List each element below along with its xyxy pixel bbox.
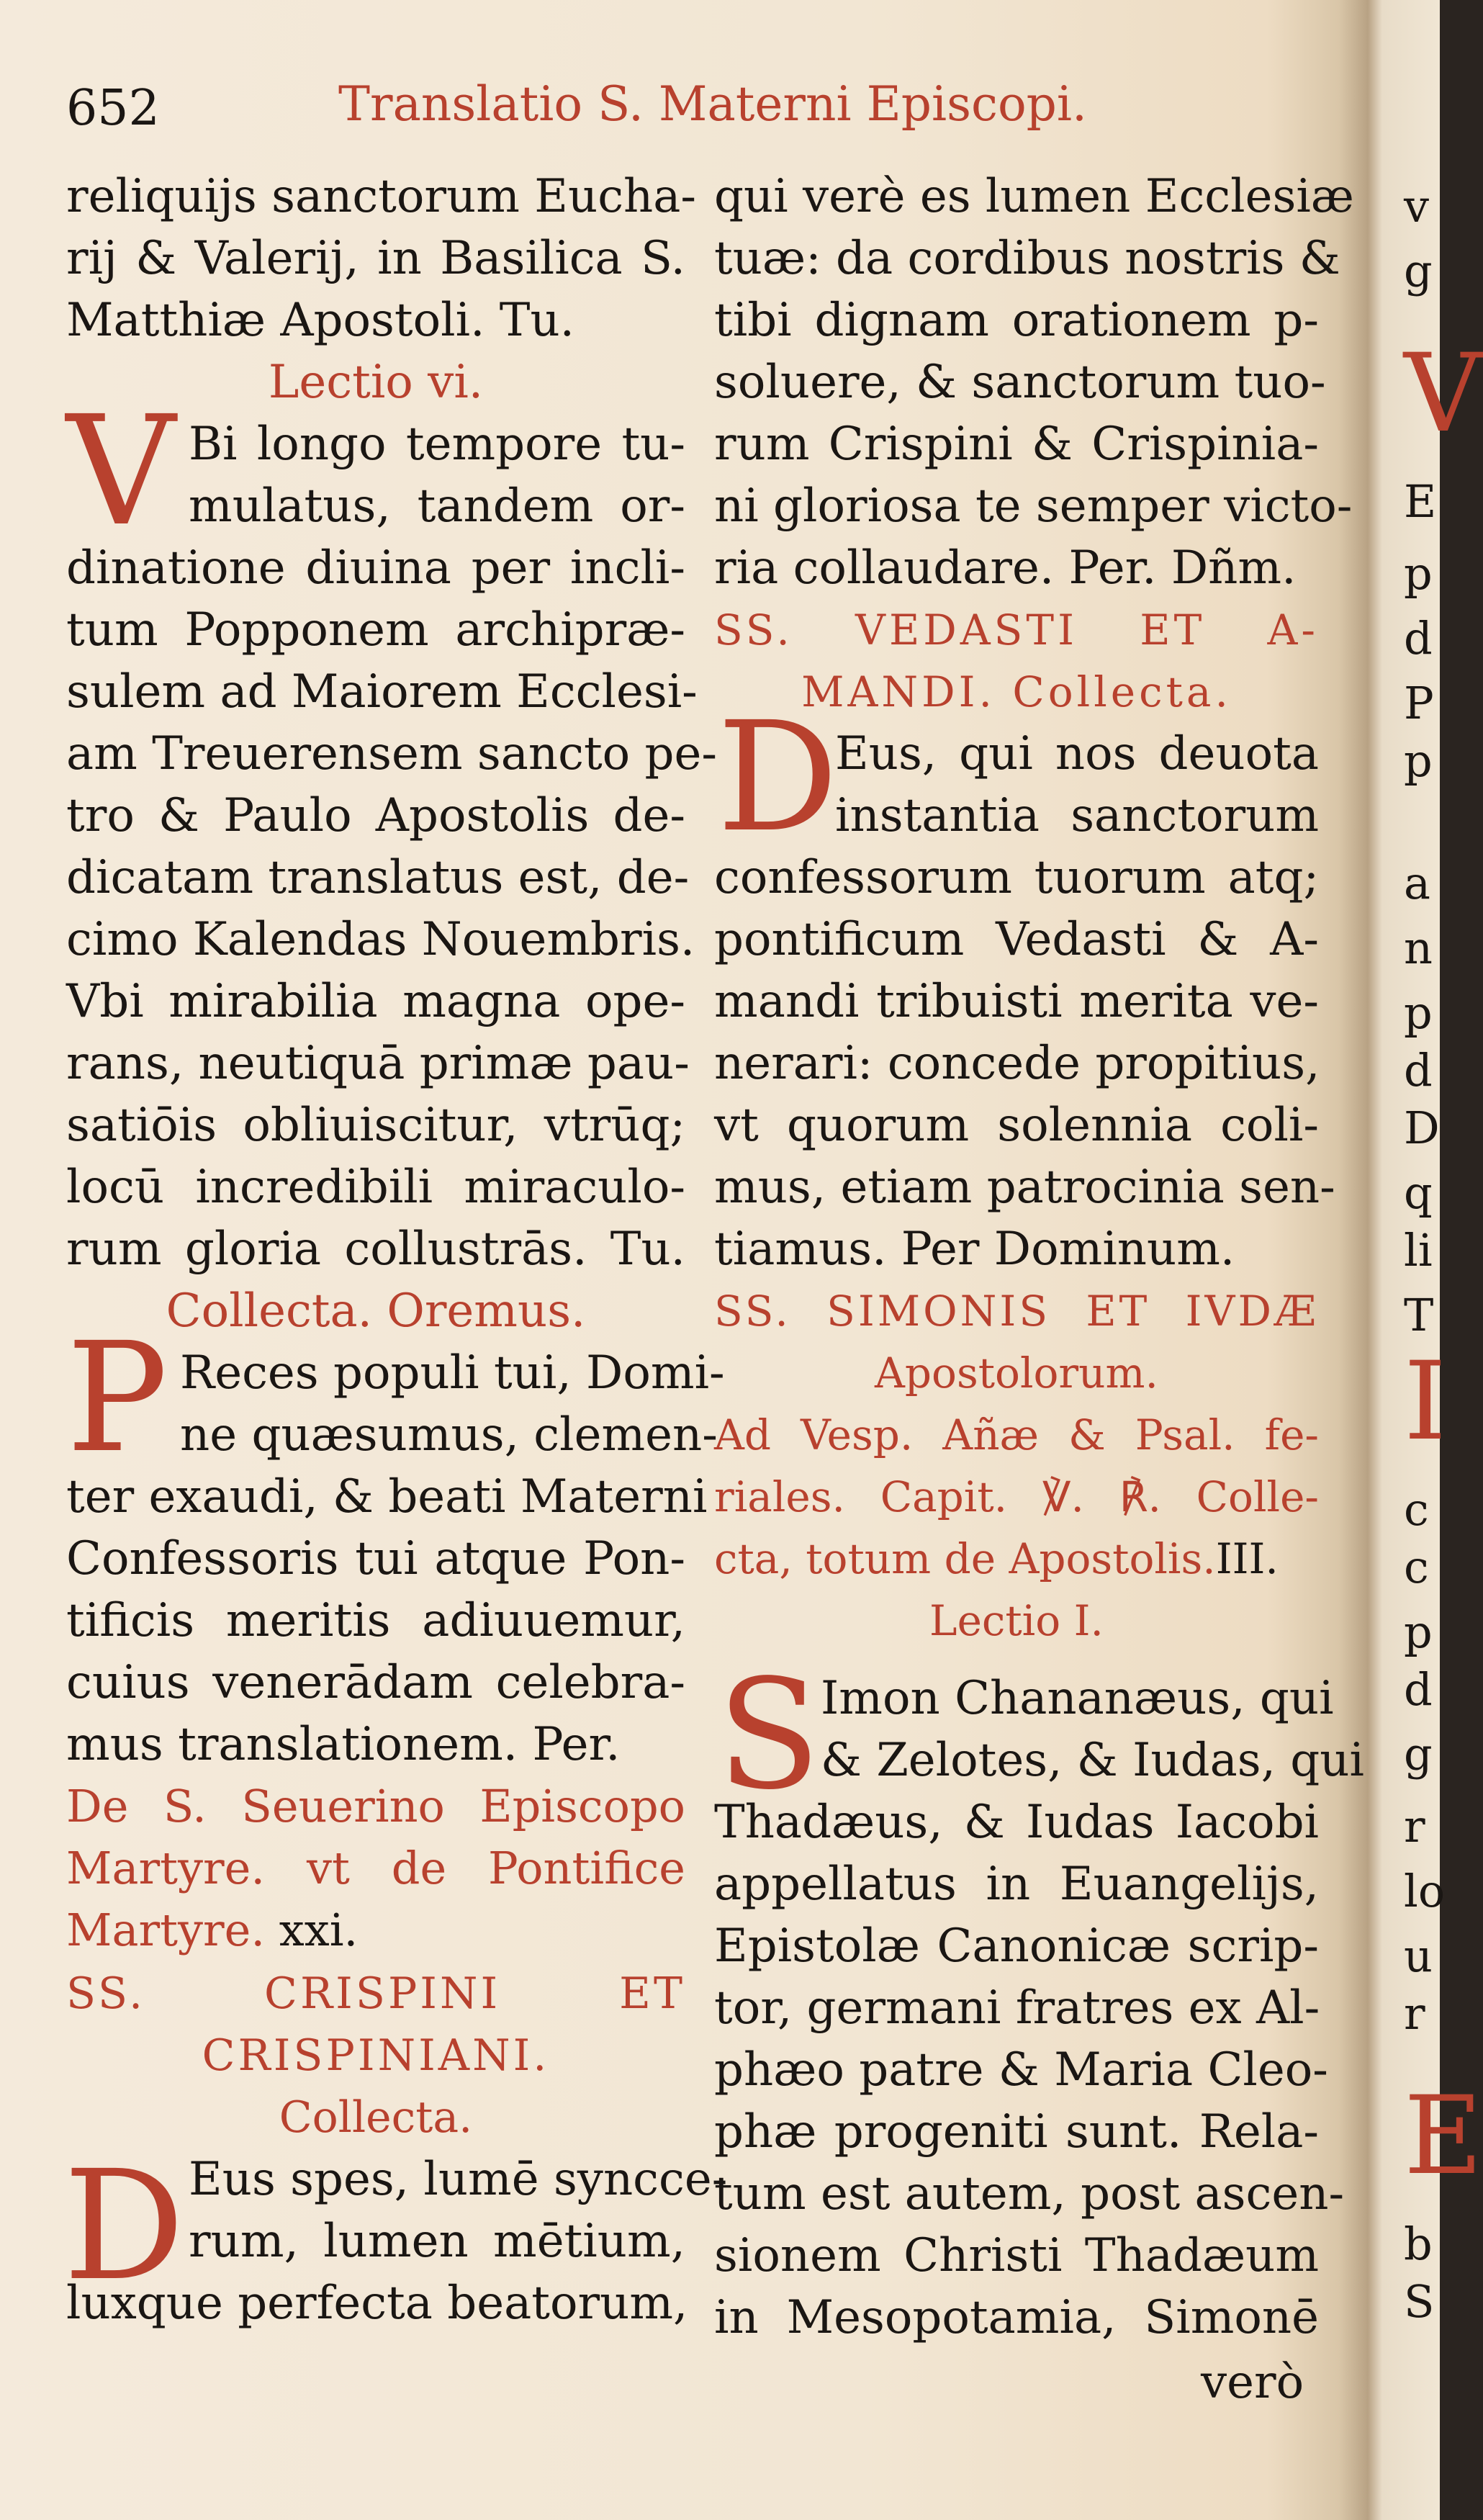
edge-letter: d [1404, 1044, 1433, 1097]
edge-letter: d [1404, 612, 1433, 665]
edge-letter: E [1404, 2074, 1483, 2199]
rubric-number: xxi. [279, 1904, 359, 1956]
edge-letter: g [1404, 1728, 1433, 1781]
text-line: dinatione diuina per incli- [66, 541, 685, 595]
text-line: rij & Valerij, in Basilica S. [66, 232, 685, 285]
text-line: Reces populi tui, Domi- [180, 1346, 725, 1400]
text-line: sionem Christi Thadæum [714, 2229, 1319, 2282]
text-line: cuius venerādam celebra- [66, 1656, 685, 1709]
feast-heading: MANDI. Collecta. [801, 667, 1232, 716]
lectio1-body [714, 1791, 1345, 2349]
lectio1-indented [821, 1668, 1364, 1791]
drop-cap-v: V [66, 383, 176, 559]
collecta-indented [180, 1342, 725, 1466]
edge-letter: p [1404, 547, 1433, 600]
edge-letter: lo [1404, 1865, 1446, 1917]
crispini-body [66, 2272, 688, 2334]
text-line: rum, lumen mētium, [189, 2215, 685, 2268]
text-line: Confessoris tui atque Pon- [66, 1532, 685, 1585]
text-line: Bi longo tempore tu- [189, 418, 685, 471]
right-column [714, 166, 1354, 599]
simonis-heading [714, 1280, 1319, 1652]
text-line: De S. Seuerino Episcopo [66, 1780, 685, 1832]
edge-letter: T [1404, 1289, 1434, 1341]
text-line: vt quorum solennia coli- [714, 1099, 1319, 1152]
text-line: pontificum Vedasti & A- [714, 913, 1319, 966]
drop-cap-d: D [63, 2138, 185, 2314]
rubric-line: Ad Vesp. Añæ & Psal. fe- [714, 1410, 1319, 1459]
edge-letter: g [1404, 245, 1433, 297]
edge-letter: I [1404, 1339, 1447, 1464]
text-line: tiamus. Per Dominum. [714, 1223, 1235, 1276]
text-line: mus, etiam patrocinia sen- [714, 1161, 1335, 1214]
text-line: & Zelotes, & Iudas, qui [821, 1734, 1364, 1787]
text-line: rum Crispini & Crispinia- [714, 418, 1319, 471]
lectio-heading: Lectio I. [929, 1596, 1104, 1645]
text-line: phæ progeniti sunt. Rela- [714, 2105, 1319, 2159]
collecta-body [66, 1466, 708, 1776]
text-line: ter exaudi, & beati Materni [66, 1470, 708, 1524]
vedasti-indented [835, 723, 1319, 847]
rubric-line [714, 1528, 1319, 1590]
severinus-rubric [66, 1776, 685, 1961]
text-line: mus translationem. Per. [66, 1718, 621, 1771]
edge-letter: E [1404, 475, 1437, 528]
next-page-edge [1397, 0, 1483, 2520]
vedasti-body [714, 847, 1335, 1280]
text-line: Eus spes, lumē syncce- [189, 2153, 728, 2206]
text-line: Epistolæ Canonicæ scrip- [714, 1920, 1319, 1973]
collecta-heading: Collecta. [279, 2092, 473, 2143]
text-line: confessorum tuorum atq; [714, 851, 1319, 904]
edge-letter: c [1404, 1541, 1429, 1593]
catchword: verò [1201, 2356, 1304, 2409]
edge-letter: n [1404, 922, 1433, 974]
edge-letter: a [1404, 857, 1430, 909]
edge-letter: d [1404, 1663, 1433, 1716]
text-line: Imon Chananæus, qui [821, 1672, 1334, 1725]
text-line: phæo patre & Maria Cleo- [714, 2043, 1328, 2097]
edge-letter: p [1404, 1606, 1433, 1658]
edge-letter: S [1404, 2275, 1435, 2328]
edge-letter: r [1404, 1800, 1425, 1853]
text-line [66, 1899, 685, 1961]
rubric-number: III. [1215, 1534, 1279, 1583]
left-column [66, 166, 697, 413]
text-line: ni gloriosa te semper victo- [714, 480, 1353, 533]
feast-heading: Apostolorum. [875, 1349, 1158, 1398]
text-line: tuæ: da cordibus nostris & [714, 232, 1340, 285]
text-line: instantia sanctorum [835, 789, 1319, 842]
text-line: locū incredibili miraculo- [66, 1161, 685, 1214]
edge-letter: D [1404, 1102, 1440, 1154]
text-line: Martyre. vt de Pontifice [66, 1842, 685, 1894]
text-line: Thadæus, & Iudas Iacobi [714, 1796, 1319, 1849]
text-line: Vbi mirabilia magna ope- [66, 975, 685, 1028]
feast-heading: CRISPINIANI. [202, 2030, 550, 2081]
text-line: rans, neutiquā primæ pau- [66, 1037, 690, 1090]
crispini-heading [66, 1963, 685, 2148]
lectio6-body [66, 537, 717, 1342]
collecta-heading: Collecta. Oremus. [166, 1284, 586, 1338]
drop-cap-d: D [717, 689, 839, 865]
text-line: Eus, qui nos deuota [835, 727, 1319, 780]
text-line: Matthiæ Apostoli. Tu. [66, 294, 574, 347]
running-title: Translatio S. Materni Episcopi. [338, 76, 1088, 132]
page-number: 652 [66, 80, 160, 137]
rubric-text: cta, totum de Apostolis. [714, 1534, 1216, 1583]
text-line: sulem ad Maiorem Ecclesi- [66, 665, 698, 719]
text-line: tum est autem, post ascen- [714, 2167, 1345, 2220]
text-line: cimo Kalendas Nouembris. [66, 913, 695, 966]
edge-letter: c [1404, 1483, 1429, 1536]
text-line: soluere, & sanctorum tuo- [714, 356, 1326, 409]
edge-letter: p [1404, 986, 1433, 1039]
text-line: mulatus, tandem or- [189, 480, 685, 533]
edge-letter: r [1404, 1987, 1425, 2040]
text-line: reliquijs sanctorum Eucha- [66, 170, 697, 223]
text-line: tor, germani fratres ex Al- [714, 1981, 1320, 2035]
text-line: in Mesopotamia, Simonē [714, 2291, 1319, 2344]
drop-cap-p: P [66, 1310, 168, 1486]
text-line: mandi tribuisti merita ve- [714, 975, 1319, 1028]
text-line: ria collaudare. Per. Dñm. [714, 541, 1297, 595]
text-line: nerari: concede propitius, [714, 1037, 1320, 1090]
edge-letter: P [1404, 677, 1434, 729]
feast-heading: SS. SIMONIS ET IVDÆ [714, 1287, 1319, 1336]
crispini-indented [189, 2148, 728, 2272]
edge-letter: q [1404, 1166, 1433, 1219]
edge-letter: p [1404, 734, 1433, 787]
feast-heading: SS. CRISPINI ET [66, 1968, 685, 2019]
lectio6-indented [189, 413, 685, 537]
rubric-line: riales. Capit. ℣. ℟. Colle- [714, 1472, 1319, 1521]
edge-letter: u [1404, 1930, 1433, 1982]
text-line: tibi dignam orationem p- [714, 294, 1319, 347]
text-line: am Treuerensem sancto pe- [66, 727, 717, 780]
text-line: dicatam translatus est, de- [66, 851, 690, 904]
text-line: rum gloria collustrās. Tu. [66, 1223, 685, 1276]
edge-letter: v [1404, 180, 1430, 233]
text-line: satiōis obliuiscitur, vtrūq; [66, 1099, 685, 1152]
feast-heading: SS. VEDASTI ET A- [714, 606, 1319, 654]
text-line: tro & Paulo Apostolis de- [66, 789, 685, 842]
edge-letter: li [1404, 1224, 1433, 1277]
edge-letter: b [1404, 2218, 1433, 2270]
text-line: luxque perfecta beatorum, [66, 2277, 688, 2330]
lectio-heading: Lectio vi. [268, 356, 484, 409]
text-line: tificis meritis adiuuemur, [66, 1594, 685, 1647]
drop-cap-s: S [717, 1647, 821, 1823]
text-line: appellatus in Euangelijs, [714, 1858, 1319, 1911]
text-line: qui verè es lumen Ecclesiæ [714, 170, 1354, 223]
edge-letter: V [1404, 331, 1482, 456]
text-line: ne quæsumus, clemen- [180, 1408, 718, 1462]
rubric-text: Martyre. [66, 1904, 266, 1956]
text-line: tum Popponem archipræ- [66, 603, 685, 657]
